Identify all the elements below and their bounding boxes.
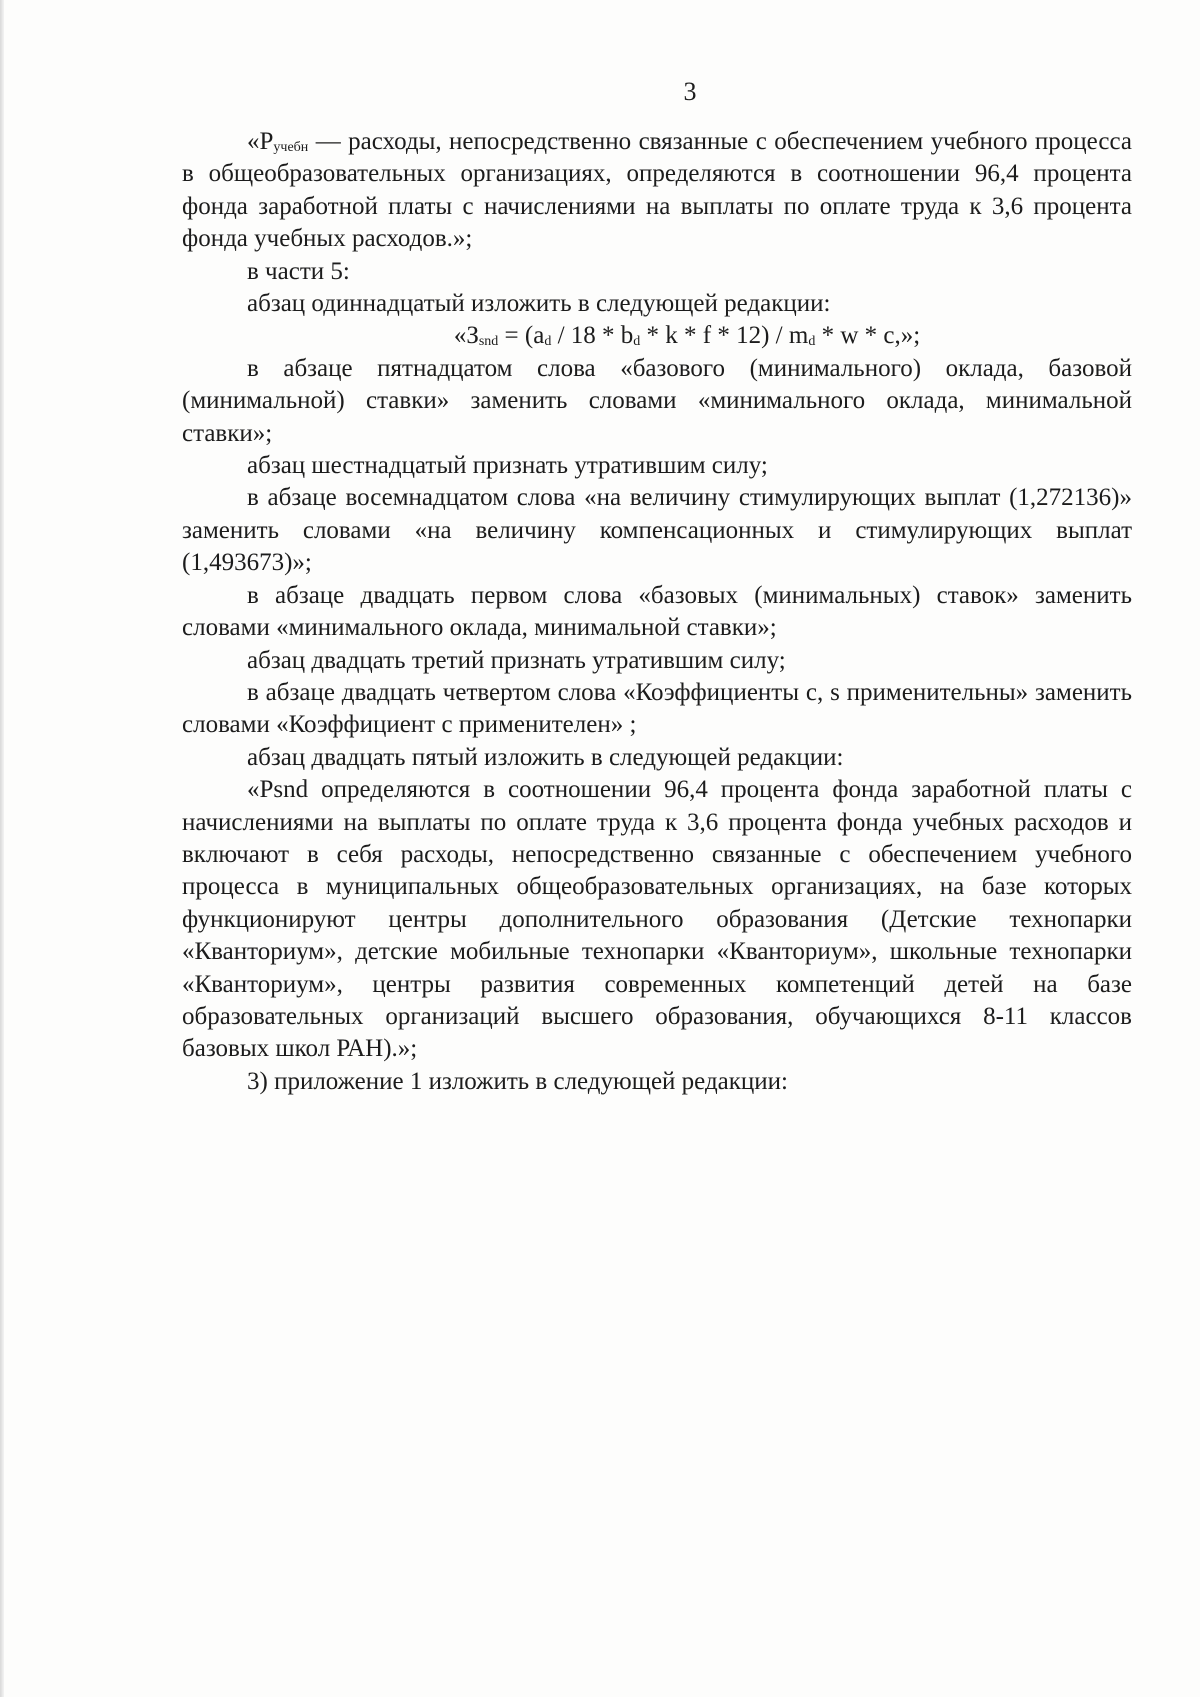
formula-part: * k * f * 12) / m — [640, 322, 809, 350]
formula-part: * w * c,»; — [815, 322, 921, 350]
p-uchebn-subscript: учебн — [273, 140, 309, 155]
p-uchebn-definition: — расходы, непосредственно связанные с обеспечением учебного процесса в общеобразовательных организациях, определяются в соотношении 96,4 процента фонда заработной платы с начислениями на выплаты по оплате труда к 3,6 процента фонда учебных расходов.»; — [182, 128, 1132, 253]
paragraph-abzac-25: абзац двадцать пятый изложить в следующей редакции: — [247, 743, 844, 771]
formula-z-snd — [182, 320, 1132, 352]
formula-subscript: d — [808, 334, 816, 350]
p-uchebn-symbol: «Р — [247, 128, 274, 155]
paragraph-part-5: в части 5: — [247, 257, 350, 285]
paragraph-abzac-21: в абзаце двадцать первом слова «базовых (минимальных) ставок» заменить словами «минимального оклада, минимальной ставки»; — [182, 581, 1132, 642]
formula-subscript: d — [544, 334, 552, 350]
paragraph-abzac-16: абзац шестнадцатый признать утратившим силу; — [247, 452, 768, 480]
document-body — [182, 126, 1132, 1098]
paragraph-appendix-1: 3) приложение 1 изложить в следующей редакции: — [247, 1067, 788, 1095]
paragraph-abzac-15: в абзаце пятнадцатом слова «базового (минимального) оклада, базовой (минимальной) ставки» заменить словами «минимального оклада, минимальной ставки»; — [182, 354, 1132, 447]
formula-subscript: snd — [478, 334, 499, 350]
paragraph-p-snd: «Psnd определяются в соотношении 96,4 процента фонда заработной платы с начислениями на выплаты по оплате труда к 3,6 процента фонда учебных расходов и включают в себя расходы, непосредственно связанные с обеспечением учебного процесса в муниципальных общеобразовательных организациях, на базе которых функционируют центры дополнительного образования (Детские технопарки «Кванториум», детские мобильные технопарки «Кванториум», школьные технопарки «Кванториум», центры развития современных компетенций детей на базе образовательных организаций высшего образования, обучающихся 8-11 классов базовых школ РАН).»; — [182, 776, 1132, 1063]
paragraph-abzac-23: абзац двадцать третий признать утратившим силу; — [247, 646, 786, 674]
formula-part: = (a — [498, 322, 545, 350]
paragraph-p-uchebn — [182, 126, 1132, 256]
formula-subscript: d — [633, 334, 641, 350]
scan-edge — [0, 0, 4, 1697]
paragraph-abzac-24: в абзаце двадцать четвертом слова «Коэффициенты c, s применительны» заменить словами «Коэффициент c применителен» ; — [182, 678, 1132, 739]
formula-part: / 18 * b — [551, 322, 634, 350]
paragraph-abzac-18: в абзаце восемнадцатом слова «на величину стимулирующих выплат (1,272136)» заменить словами «на величину компенсационных и стимулирующих выплат (1,493673)»; — [182, 484, 1132, 577]
page-number: 3 — [683, 77, 697, 106]
paragraph-abzac-11: абзац одиннадцатый изложить в следующей редакции: — [247, 290, 831, 318]
formula-part: «З — [453, 322, 479, 350]
